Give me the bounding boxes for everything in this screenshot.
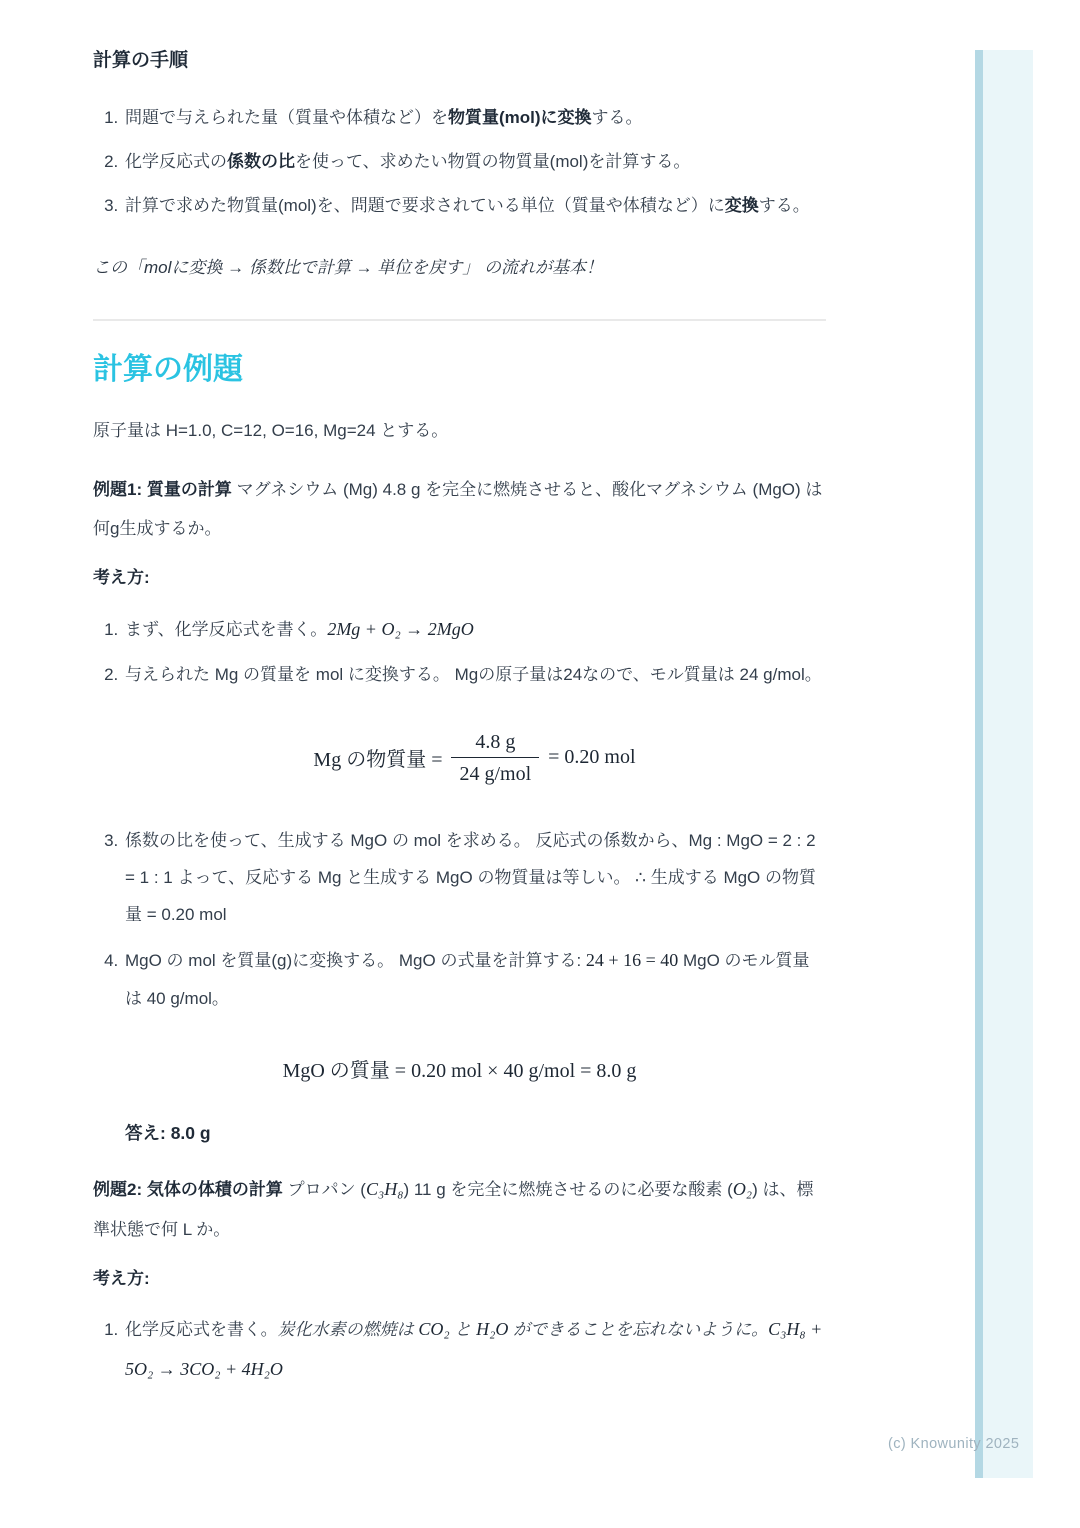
example2-step-1 [123, 1310, 826, 1389]
step-bold-text: 物質量(mol)に変換 [448, 107, 592, 127]
example2-question [93, 1169, 826, 1249]
example2-label: 例題2: 気体の体積の計算 [93, 1179, 283, 1199]
step-text: を使って、求めたい物質の物質量(mol)を計算する。 [295, 151, 691, 171]
procedure-step-2 [123, 143, 826, 180]
example1-step-2 [123, 656, 826, 693]
step-italic-text: ができることを忘れないように。 [508, 1320, 769, 1340]
example1-label: 例題1: 質量の計算 [93, 480, 232, 500]
example1-step-4 [123, 941, 826, 1018]
step-text: 与えられた Mg の質量を mol に変換する。 Mgの原子量は24なので、モル質量は 24 g/mol。 [125, 665, 822, 685]
example1-step-3 [123, 822, 826, 934]
page-edge-scroll-indicator [975, 50, 1033, 1478]
example2-question-text: プロパン ( [282, 1179, 366, 1199]
example1-step-1 [123, 610, 826, 650]
step-text: MgO の mol を質量(g)に変換する。 MgO の式量を計算する: [125, 950, 586, 970]
co2-formula: CO₂ [418, 1319, 450, 1340]
step-italic-text: と [449, 1320, 477, 1340]
inline-formula: 24 + 16 = 40 [585, 949, 679, 970]
procedure-step-3 [123, 187, 826, 224]
procedure-step-1 [123, 99, 826, 136]
step-text: 問題で与えられた量（質量や体積など）を [125, 107, 448, 127]
key-note: この「molに変換 → 係数比で計算 → 単位を戻す」 の流れが基本！ [93, 257, 604, 277]
example1-question-text: マグネシウム (Mg) 4.8 g を完全に燃焼させると、酸化マグネシウム (MgO) は何g生成するか。 [93, 480, 823, 539]
examples-heading: 計算の例題 [93, 352, 243, 386]
equation-fraction [451, 730, 539, 786]
example1-step-list [93, 610, 826, 1018]
step-bold-text: 係数の比 [227, 151, 295, 171]
example2-question-text: ) 11 g を完全に燃焼させるのに必要な酸素 ( [403, 1179, 733, 1199]
mol-equation [123, 730, 826, 786]
combustion-reaction-formula: C₃H₈ + 5O₂ → 3CO₂ + 4H₂O [125, 1319, 823, 1380]
knowunity-watermark: (c) Knowunity 2025 [888, 1436, 1020, 1452]
h2o-formula: H₂O [476, 1319, 509, 1340]
example1-approach-label: 考え方: [93, 568, 150, 588]
equation-text: MgO の質量 = 0.20 mol × 40 g/mol = 8.0 g [282, 1059, 637, 1082]
propane-formula: C₃H₈ [365, 1178, 404, 1199]
example1-question [93, 470, 826, 548]
step-text: まず、化学反応式を書く。 [125, 619, 328, 639]
mass-equation [93, 1054, 826, 1083]
step-text: する。 [758, 196, 810, 216]
fraction-numerator: 4.8 g [475, 730, 516, 753]
reaction-formula: 2Mg + O₂ → 2MgO [327, 618, 474, 639]
document-body [93, 48, 826, 1397]
step-text: 化学反応式を書く。 [125, 1320, 278, 1340]
atomic-weights-note: 原子量は H=1.0, C=12, O=16, Mg=24 とする。 [93, 421, 449, 441]
step-text: 係数の比を使って、生成する MgO の mol を求める。 反応式の係数から、Mg : MgO = 2 : 2 = 1 : 1 よって、反応する Mg と生成する MgO の物質量は等しい。 ∴ 生成する MgO の物質量 = 0.20 mol [125, 830, 817, 925]
oxygen-formula: O₂ [732, 1178, 753, 1199]
procedure-step-list [93, 99, 826, 225]
step-text: する。 [591, 107, 643, 127]
example2-approach-label: 考え方: [93, 1269, 150, 1289]
step-text: 計算で求めた物質量(mol)を、問題で要求されている単位（質量や体積など）に [125, 196, 725, 216]
fraction-denominator: 24 g/mol [451, 757, 539, 786]
section-divider [93, 319, 826, 321]
equation-lead: Mg の物質量 = [313, 749, 443, 772]
example2-question-text: ) は、標準状態で何 L か。 [93, 1179, 814, 1240]
equation-result: = 0.20 mol [548, 746, 636, 769]
procedure-heading: 計算の手順 [93, 50, 189, 71]
step-bold-text: 変換 [724, 196, 759, 216]
example1-answer: 答え: 8.0 g [125, 1122, 211, 1143]
example2-step-list [93, 1310, 826, 1389]
step-text: MgO のモル質量は 40 g/mol。 [125, 950, 810, 1009]
step-text: 化学反応式の [125, 151, 227, 171]
step-italic-text: 炭化水素の燃焼は [277, 1320, 419, 1340]
